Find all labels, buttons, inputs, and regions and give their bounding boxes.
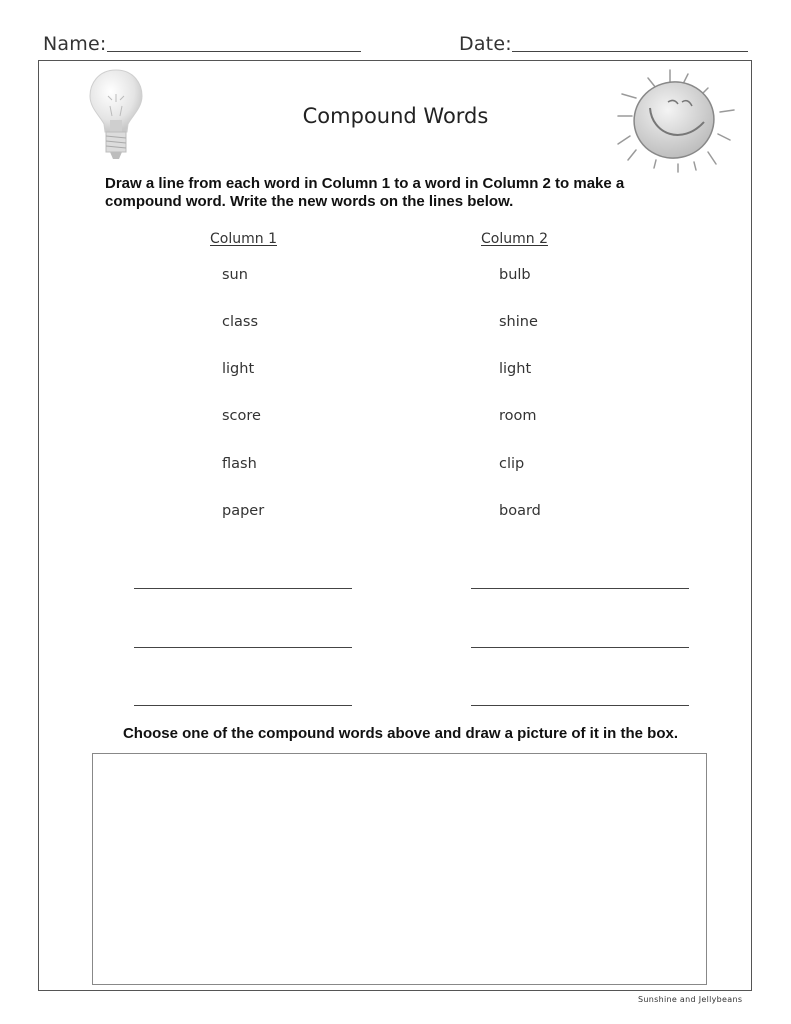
column-1-header: Column 1 — [210, 231, 277, 247]
date-field[interactable] — [512, 51, 748, 52]
date-label: Date: — [459, 33, 512, 55]
name-field[interactable] — [107, 51, 361, 52]
answer-line[interactable] — [471, 588, 689, 589]
column-2-word: shine — [499, 314, 538, 330]
column-2-word: clip — [499, 456, 525, 472]
column-2-header: Column 2 — [481, 231, 548, 247]
instructions-line-1: Draw a line from each word in Column 1 to a word in Column 2 to make a — [105, 175, 625, 192]
answer-line[interactable] — [134, 647, 352, 648]
column-2-word: room — [499, 408, 537, 424]
answer-line[interactable] — [134, 588, 352, 589]
column-1-word: class — [222, 314, 258, 330]
draw-prompt: Choose one of the compound words above and draw a picture of it in the box. — [122, 725, 679, 742]
column-1-word: sun — [222, 267, 248, 283]
answer-line[interactable] — [134, 705, 352, 706]
column-1-word: score — [222, 408, 261, 424]
column-1-word: paper — [222, 503, 265, 519]
column-2-word: bulb — [499, 267, 531, 283]
column-2-word: light — [499, 361, 532, 377]
column-1-word: flash — [222, 456, 257, 472]
drawing-box[interactable] — [92, 753, 707, 985]
worksheet-title: Compound Words — [302, 104, 489, 128]
answer-line[interactable] — [471, 705, 689, 706]
answer-line[interactable] — [471, 647, 689, 648]
name-label: Name: — [43, 33, 107, 55]
smiling-sun-icon — [608, 64, 744, 180]
column-2-word: board — [499, 503, 541, 519]
column-1-word: light — [222, 361, 255, 377]
footer-credit: Sunshine and Jellybeans — [638, 995, 743, 1004]
instructions-line-2: compound word. Write the new words on the lines below. — [105, 193, 514, 210]
